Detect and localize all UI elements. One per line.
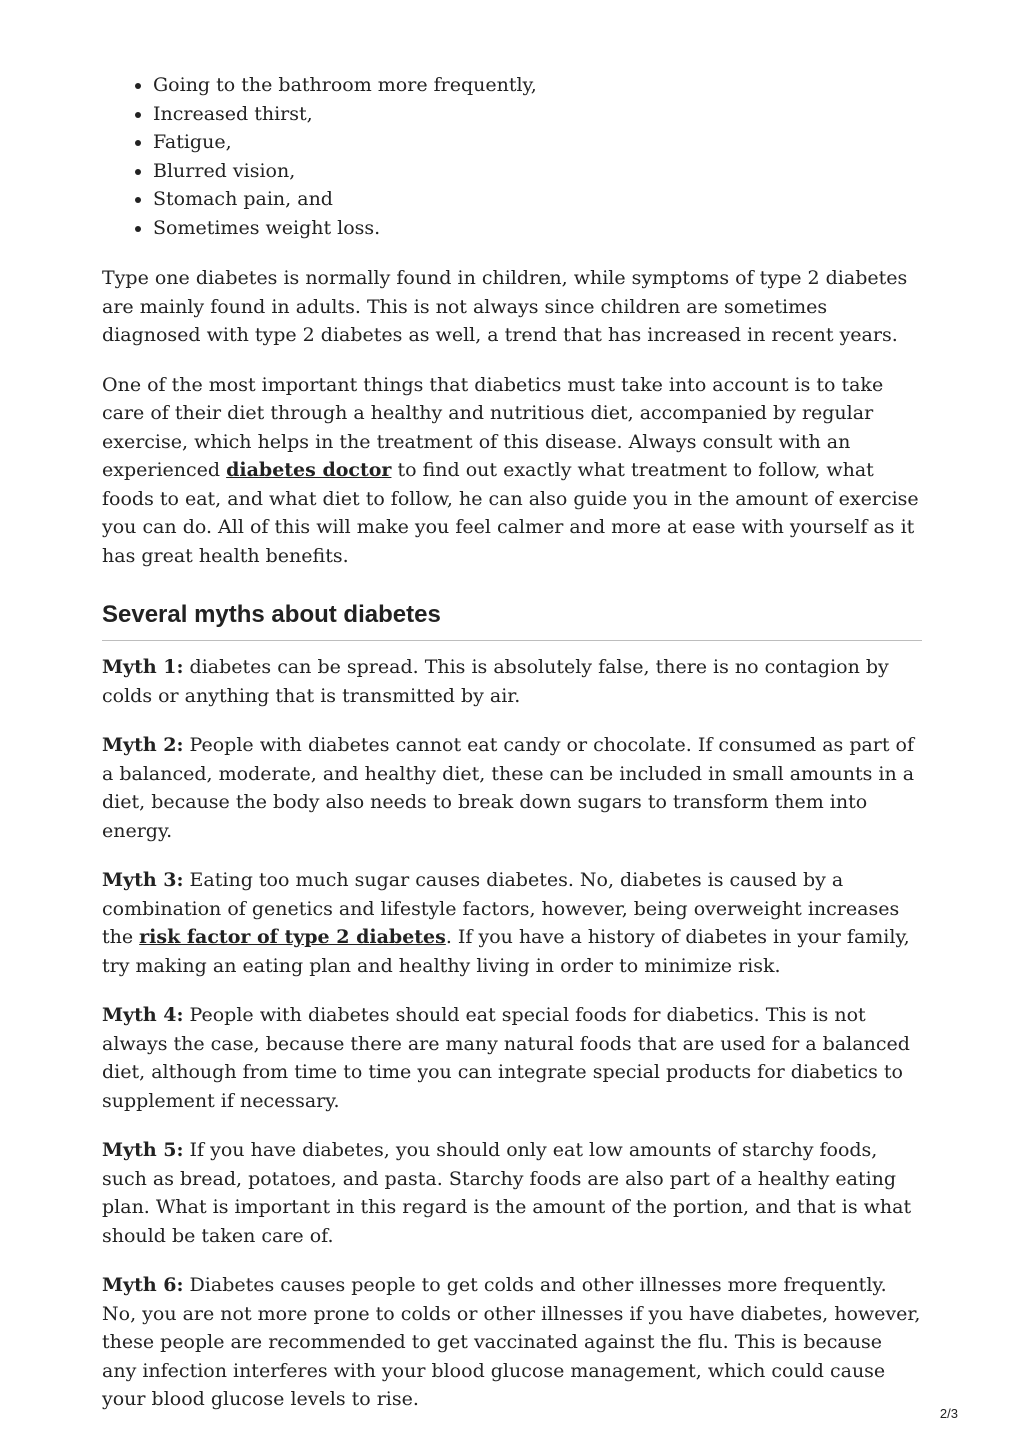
list-item: • Increased thirst,: [153, 100, 922, 129]
myth-4-paragraph: [102, 1001, 922, 1115]
diet-text-before: One of the most important things that diabetics must take into account is to take care of their diet through a healthy and nutritious diet, accompanied by regular exercise, which helps in the treatment of this disease. Always consult with an experienced: [102, 373, 884, 481]
myth-text: If you have diabetes, you should only eat low amounts of starchy foods, such as bread, potatoes, and pasta. Starchy foods are also part of a healthy eating plan. What is important in this regard is the amount of the portion, and that is what should be taken care of.: [102, 1139, 912, 1247]
list-item: • Blurred vision,: [153, 157, 922, 186]
myth-text: People with diabetes cannot eat candy or chocolate. If consumed as part of a balanced, moderate, and healthy diet, these can be included in small amounts in a diet, because the body also needs to break down sugars to transform them into energy.: [102, 734, 915, 842]
myth-5-paragraph: [102, 1136, 922, 1250]
myth-label: Myth 1:: [102, 656, 184, 678]
myth-label: Myth 5:: [102, 1139, 184, 1161]
myth-text-after: . If you have a history of diabetes in your family, try making an eating plan and healthy living in order to minimize risk.: [102, 926, 910, 977]
risk-factor-link[interactable]: risk factor of type 2 diabetes: [139, 926, 446, 948]
type-intro-paragraph: Type one diabetes is normally found in children, while symptoms of type 2 diabetes are mainly found in adults. This is not always since children are sometimes diagnosed with type 2 diabetes as well, a trend that has increased in recent years.: [102, 267, 908, 346]
list-item: • Stomach pain, and: [153, 185, 922, 214]
myth-label: Myth 2:: [102, 734, 184, 756]
myth-3-paragraph: [102, 866, 922, 980]
list-item: • Sometimes weight loss.: [153, 214, 922, 243]
myth-2-paragraph: [102, 731, 922, 845]
myths-heading: Several myths about diabetes: [102, 600, 922, 641]
symptom-list: [102, 71, 922, 242]
diabetes-doctor-link[interactable]: diabetes doctor: [226, 459, 392, 481]
diet-paragraph: [102, 371, 922, 571]
myth-label: Myth 3:: [102, 869, 184, 891]
myth-label: Myth 6:: [102, 1274, 184, 1296]
myth-1-paragraph: [102, 653, 922, 710]
myth-text: diabetes can be spread. This is absolutely false, there is no contagion by colds or anything that is transmitted by air.: [102, 656, 889, 707]
article-content: [102, 71, 922, 1435]
myth-text: People with diabetes should eat special foods for diabetics. This is not always the case, because there are many natural foods that are used for a balanced diet, although from time to time you can integrate special products for diabetics to supplement if necessary.: [102, 1004, 910, 1112]
myth-text: Diabetes causes people to get colds and other illnesses more frequently. No, you are not more prone to colds or other illnesses if you have diabetes, however, these people are recommended to get vaccinated against the flu. This is because any infection interferes with your blood glucose management, which could cause your blood glucose levels to rise.: [102, 1274, 921, 1410]
myth-label: Myth 4:: [102, 1004, 184, 1026]
list-item: • Going to the bathroom more frequently,: [153, 71, 922, 100]
list-item: • Fatigue,: [153, 128, 922, 157]
myth-text-before: Eating too much sugar causes diabetes. No, diabetes is caused by a combination of genetics and lifestyle factors, however, being overweight increases the: [102, 869, 900, 948]
page-number: 2/3: [939, 1406, 958, 1421]
myth-6-paragraph: [102, 1271, 922, 1414]
diet-text-after: to find out exactly what treatment to follow, what foods to eat, and what diet to follow, he can also guide you in the amount of exercise you can do. All of this will make you feel calmer and more at ease with yourself as it has great health benefits.: [102, 459, 919, 567]
